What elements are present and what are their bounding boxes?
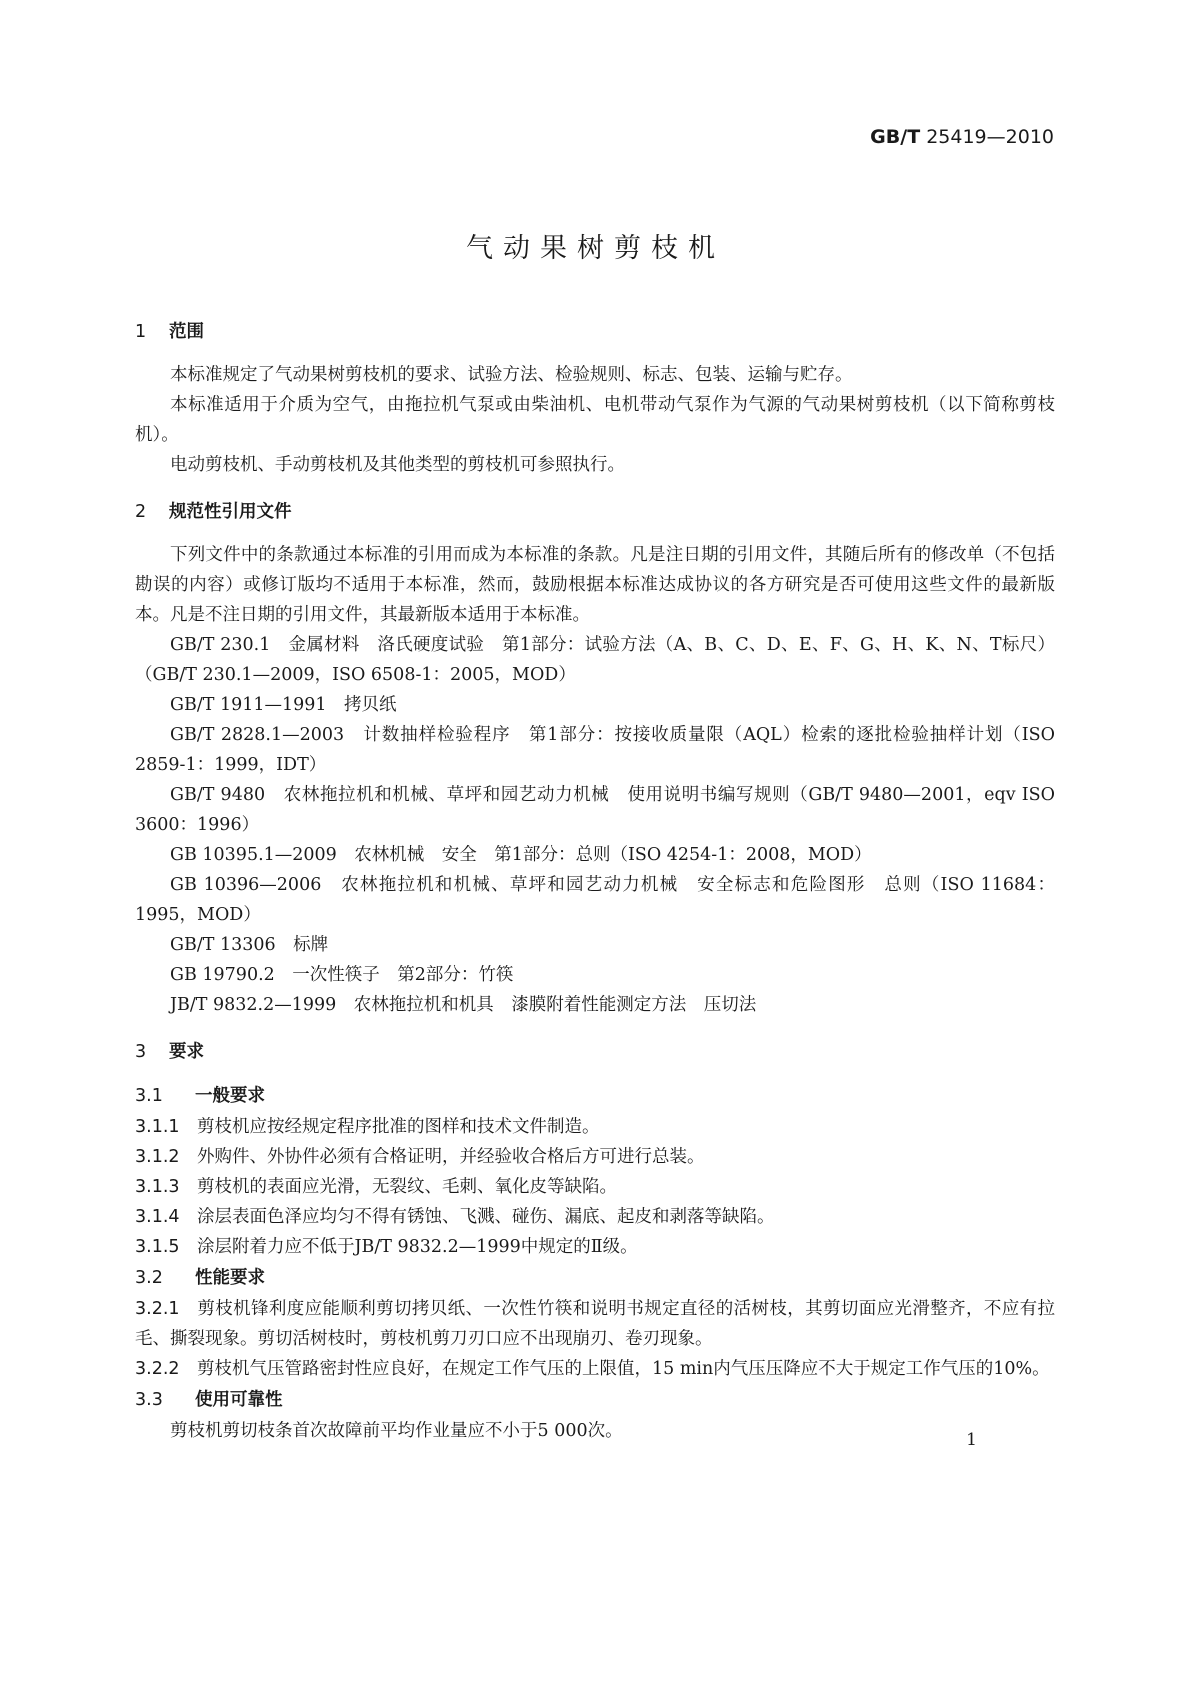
clause — [135, 1202, 1055, 1232]
standard-code: GB/T — [870, 126, 921, 148]
paragraph: 剪枝机剪切枝条首次故障前平均作业量应不小于5 000次。 — [170, 1421, 623, 1441]
clause — [135, 1112, 1055, 1142]
paragraph: 下列文件中的条款通过本标准的引用而成为本标准的条款。凡是注日期的引用文件，其随后所有的修改单（不包括勘误的内容）或修订版均不适用于本标准，然而，鼓励根据本标准达成协议的各方研究是否可使用这些文件的最新版本。凡是不注日期的引用文件，其最新版本适用于本标准。 — [135, 545, 1055, 625]
subsection-title: 性能要求 — [195, 1268, 265, 1288]
clause-number: 3.1.3 — [135, 1177, 180, 1197]
subsection-number: 3.2 — [135, 1268, 163, 1288]
reference-item: GB 10396—2006 农林拖拉机和机械、草坪和园艺动力机械 安全标志和危险图形 总则（ISO 11684：1995，MOD） — [135, 875, 1055, 925]
subsection-number: 3.1 — [135, 1086, 163, 1106]
clause-number: 3.1.5 — [135, 1237, 180, 1257]
page-number: 1 — [966, 1430, 977, 1450]
section-title: 范围 — [169, 322, 204, 342]
subsection-number: 3.3 — [135, 1390, 163, 1410]
section-number: 3 — [135, 1042, 147, 1062]
clause — [135, 1354, 1055, 1384]
section-1-heading — [135, 316, 1055, 348]
section-number: 2 — [135, 502, 147, 522]
reference-item: GB/T 1911—1991 拷贝纸 — [170, 695, 397, 715]
reference-item: GB/T 13306 标牌 — [170, 935, 329, 955]
section-3-heading — [135, 1036, 1055, 1068]
document-body — [135, 316, 1055, 1446]
subsection-3-3-heading — [135, 1384, 1055, 1416]
reference-list — [135, 630, 1055, 1020]
standard-number: 25419—2010 — [926, 126, 1054, 148]
clause — [135, 1172, 1055, 1202]
subsection-title: 一般要求 — [195, 1086, 265, 1106]
reference-item: GB/T 2828.1—2003 计数抽样检验程序 第1部分：按接收质量限（AQL）检索的逐批检验抽样计划（ISO 2859-1：1999，IDT） — [135, 725, 1055, 775]
section-title: 要求 — [169, 1042, 204, 1062]
subsection-3-1-heading — [135, 1080, 1055, 1112]
paragraph: 本标准适用于介质为空气，由拖拉机气泵或由柴油机、电机带动气泵作为气源的气动果树剪枝机（以下简称剪枝机）。 — [135, 395, 1055, 445]
paragraph: 电动剪枝机、手动剪枝机及其他类型的剪枝机可参照执行。 — [170, 455, 625, 475]
reference-item: GB/T 230.1 金属材料 洛氏硬度试验 第1部分：试验方法（A、B、C、D、E、F、G、H、K、N、T标尺）（GB/T 230.1—2009，ISO 6508-1：2005，MOD） — [135, 635, 1055, 685]
reference-item: GB 19790.2 一次性筷子 第2部分：竹筷 — [170, 965, 514, 985]
subsection-title: 使用可靠性 — [195, 1390, 283, 1410]
clause-text: 剪枝机的表面应光滑，无裂纹、毛刺、氧化皮等缺陷。 — [197, 1177, 617, 1197]
document-title: 气动果树剪枝机 — [466, 233, 725, 264]
reference-item: GB/T 9480 农林拖拉机和机械、草坪和园艺动力机械 使用说明书编写规则（GB/T 9480—2001，eqv ISO 3600：1996） — [135, 785, 1055, 835]
clause-text: 外购件、外协件必须有合格证明，并经验收合格后方可进行总装。 — [197, 1147, 705, 1167]
clause-number: 3.2.1 — [135, 1299, 180, 1319]
clause — [135, 1232, 1055, 1262]
reference-item: JB/T 9832.2—1999 农林拖拉机和机具 漆膜附着性能测定方法 压切法 — [170, 995, 757, 1015]
clause-text: 剪枝机气压管路密封性应良好，在规定工作气压的上限值，15 min内气压压降应不大于规定工作气压的10%。 — [197, 1359, 1050, 1379]
clause-text: 剪枝机应按经规定程序批准的图样和技术文件制造。 — [197, 1117, 600, 1137]
section-2-heading — [135, 496, 1055, 528]
clause-number: 3.2.2 — [135, 1359, 180, 1379]
reference-item: GB 10395.1—2009 农林机械 安全 第1部分：总则（ISO 4254-1：2008，MOD） — [170, 845, 872, 865]
section-number: 1 — [135, 322, 147, 342]
clause-text: 涂层附着力应不低于JB/T 9832.2—1999中规定的Ⅱ级。 — [197, 1237, 638, 1257]
subsection-3-2-heading — [135, 1262, 1055, 1294]
clause-text: 涂层表面色泽应均匀不得有锈蚀、飞溅、碰伤、漏底、起皮和剥落等缺陷。 — [197, 1207, 775, 1227]
clause — [135, 1142, 1055, 1172]
clause-number: 3.1.4 — [135, 1207, 180, 1227]
section-title: 规范性引用文件 — [169, 502, 292, 522]
standard-header — [870, 126, 1054, 148]
clause-number: 3.1.2 — [135, 1147, 180, 1167]
clause-text: 剪枝机锋利度应能顺利剪切拷贝纸、一次性竹筷和说明书规定直径的活树枝，其剪切面应光滑整齐，不应有拉毛、撕裂现象。剪切活树枝时，剪枝机剪刀刃口应不出现崩刃、卷刃现象。 — [135, 1299, 1055, 1349]
clause-number: 3.1.1 — [135, 1117, 180, 1137]
paragraph: 本标准规定了气动果树剪枝机的要求、试验方法、检验规则、标志、包装、运输与贮存。 — [170, 365, 853, 385]
clause — [135, 1294, 1055, 1354]
